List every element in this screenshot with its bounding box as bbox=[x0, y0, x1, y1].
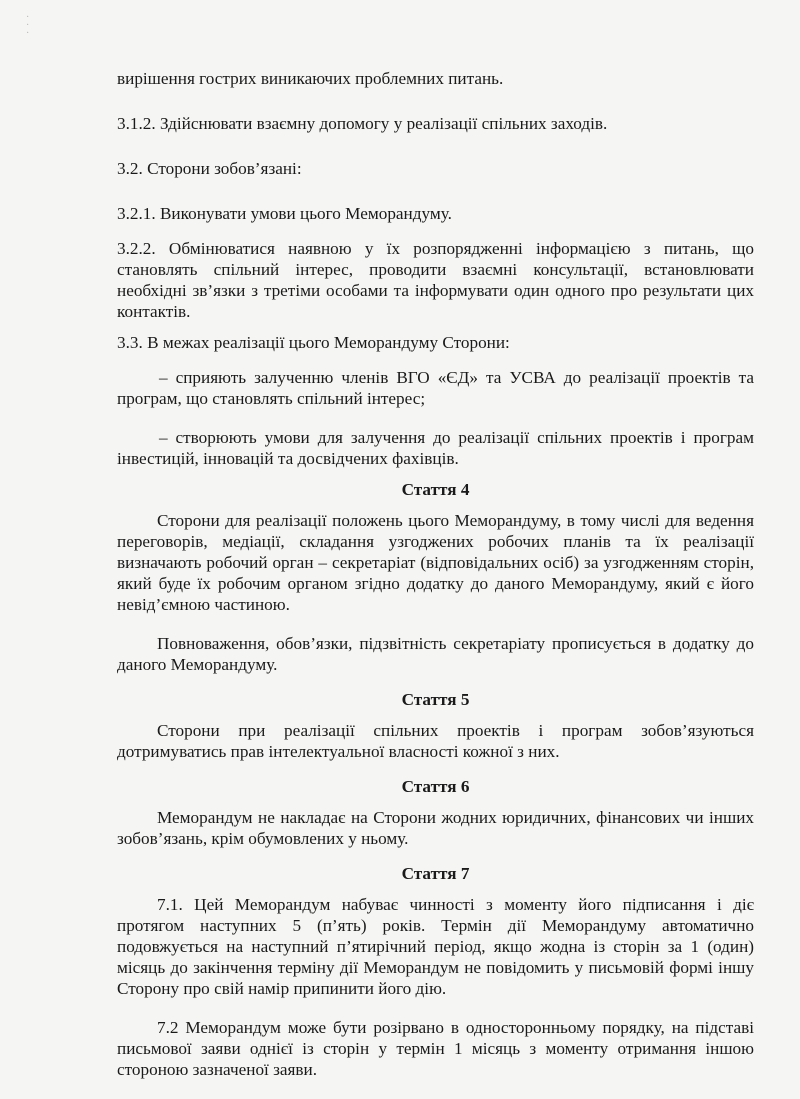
clause-3-3-item-2: – створюють умови для залучення до реалізації спільних проектів і програм інвестицій, інновацій та досвідчених фахівців. bbox=[117, 428, 754, 468]
article-4-heading: Стаття 4 bbox=[401, 480, 470, 499]
document-body bbox=[117, 68, 754, 1080]
clause-3-2-2: 3.2.2. Обмінюватися наявною у їх розпорядженні інформацією з питань, що становлять спільний інтерес, проводити взаємні консультації, встановлювати необхідні зв’язки з третіми особами та інформувати один одного про результати цих контактів. bbox=[117, 239, 754, 321]
clause-3-2: 3.2. Сторони зобов’язані: bbox=[117, 159, 302, 178]
clause-3-3-item-1: – сприяють залученню членів ВГО «ЄД» та УСВА до реалізації проектів та програм, що становлять спільний інтерес; bbox=[117, 368, 754, 408]
clause-3-3: 3.3. В межах реалізації цього Меморандуму Сторони: bbox=[117, 333, 510, 352]
scan-artifact-icon: · · · bbox=[26, 12, 30, 39]
clause-3-1-2: 3.1.2. Здійснювати взаємну допомогу у реалізації спільних заходів. bbox=[117, 114, 608, 133]
clause-3-2-1: 3.2.1. Виконувати умови цього Меморандуму. bbox=[117, 204, 452, 223]
article-5-heading: Стаття 5 bbox=[401, 690, 470, 709]
clause-7-1: 7.1. Цей Меморандум набуває чинності з моменту його підписання і діє протягом наступних 5 (п’ять) років. Термін дії Меморандуму автоматично подовжується на наступний п’ятирічний період, якщо жодна із сторін за 1 (один) місяць до закінчення терміну дії Меморандум не повідомить у письмовій формі іншу Сторону про свій намір припинити його дію. bbox=[117, 895, 754, 998]
article-5-paragraph: Сторони при реалізації спільних проектів і програм зобов’язуються дотримуватись прав інтелектуальної власності кожної з них. bbox=[117, 721, 754, 761]
article-4-paragraph-1: Сторони для реалізації положень цього Меморандуму, в тому числі для ведення переговорів, медіації, складання узгоджених робочих планів та їх реалізації визначають робочий орган – секретаріат (відповідальних осіб) за узгодженням сторін, який буде їх робочим органом згідно додатку до даного Меморандуму, який є його невід’ємною частиною. bbox=[117, 511, 754, 614]
paragraph-continuation: вирішення гострих виникаючих проблемних питань. bbox=[117, 69, 504, 88]
article-6-paragraph: Меморандум не накладає на Сторони жодних юридичних, фінансових чи інших зобов’язань, крім обумовлених у ньому. bbox=[117, 808, 754, 848]
article-7-heading: Стаття 7 bbox=[401, 864, 470, 883]
clause-7-2: 7.2 Меморандум може бути розірвано в односторонньому порядку, на підставі письмової заяви однієї із сторін у термін 1 місяць з моменту отримання іншою стороною зазначеної заяви. bbox=[117, 1018, 754, 1079]
article-4-paragraph-2: Повноваження, обов’язки, підзвітність секретаріату прописується в додатку до даного Меморандуму. bbox=[117, 634, 754, 674]
article-6-heading: Стаття 6 bbox=[401, 777, 470, 796]
